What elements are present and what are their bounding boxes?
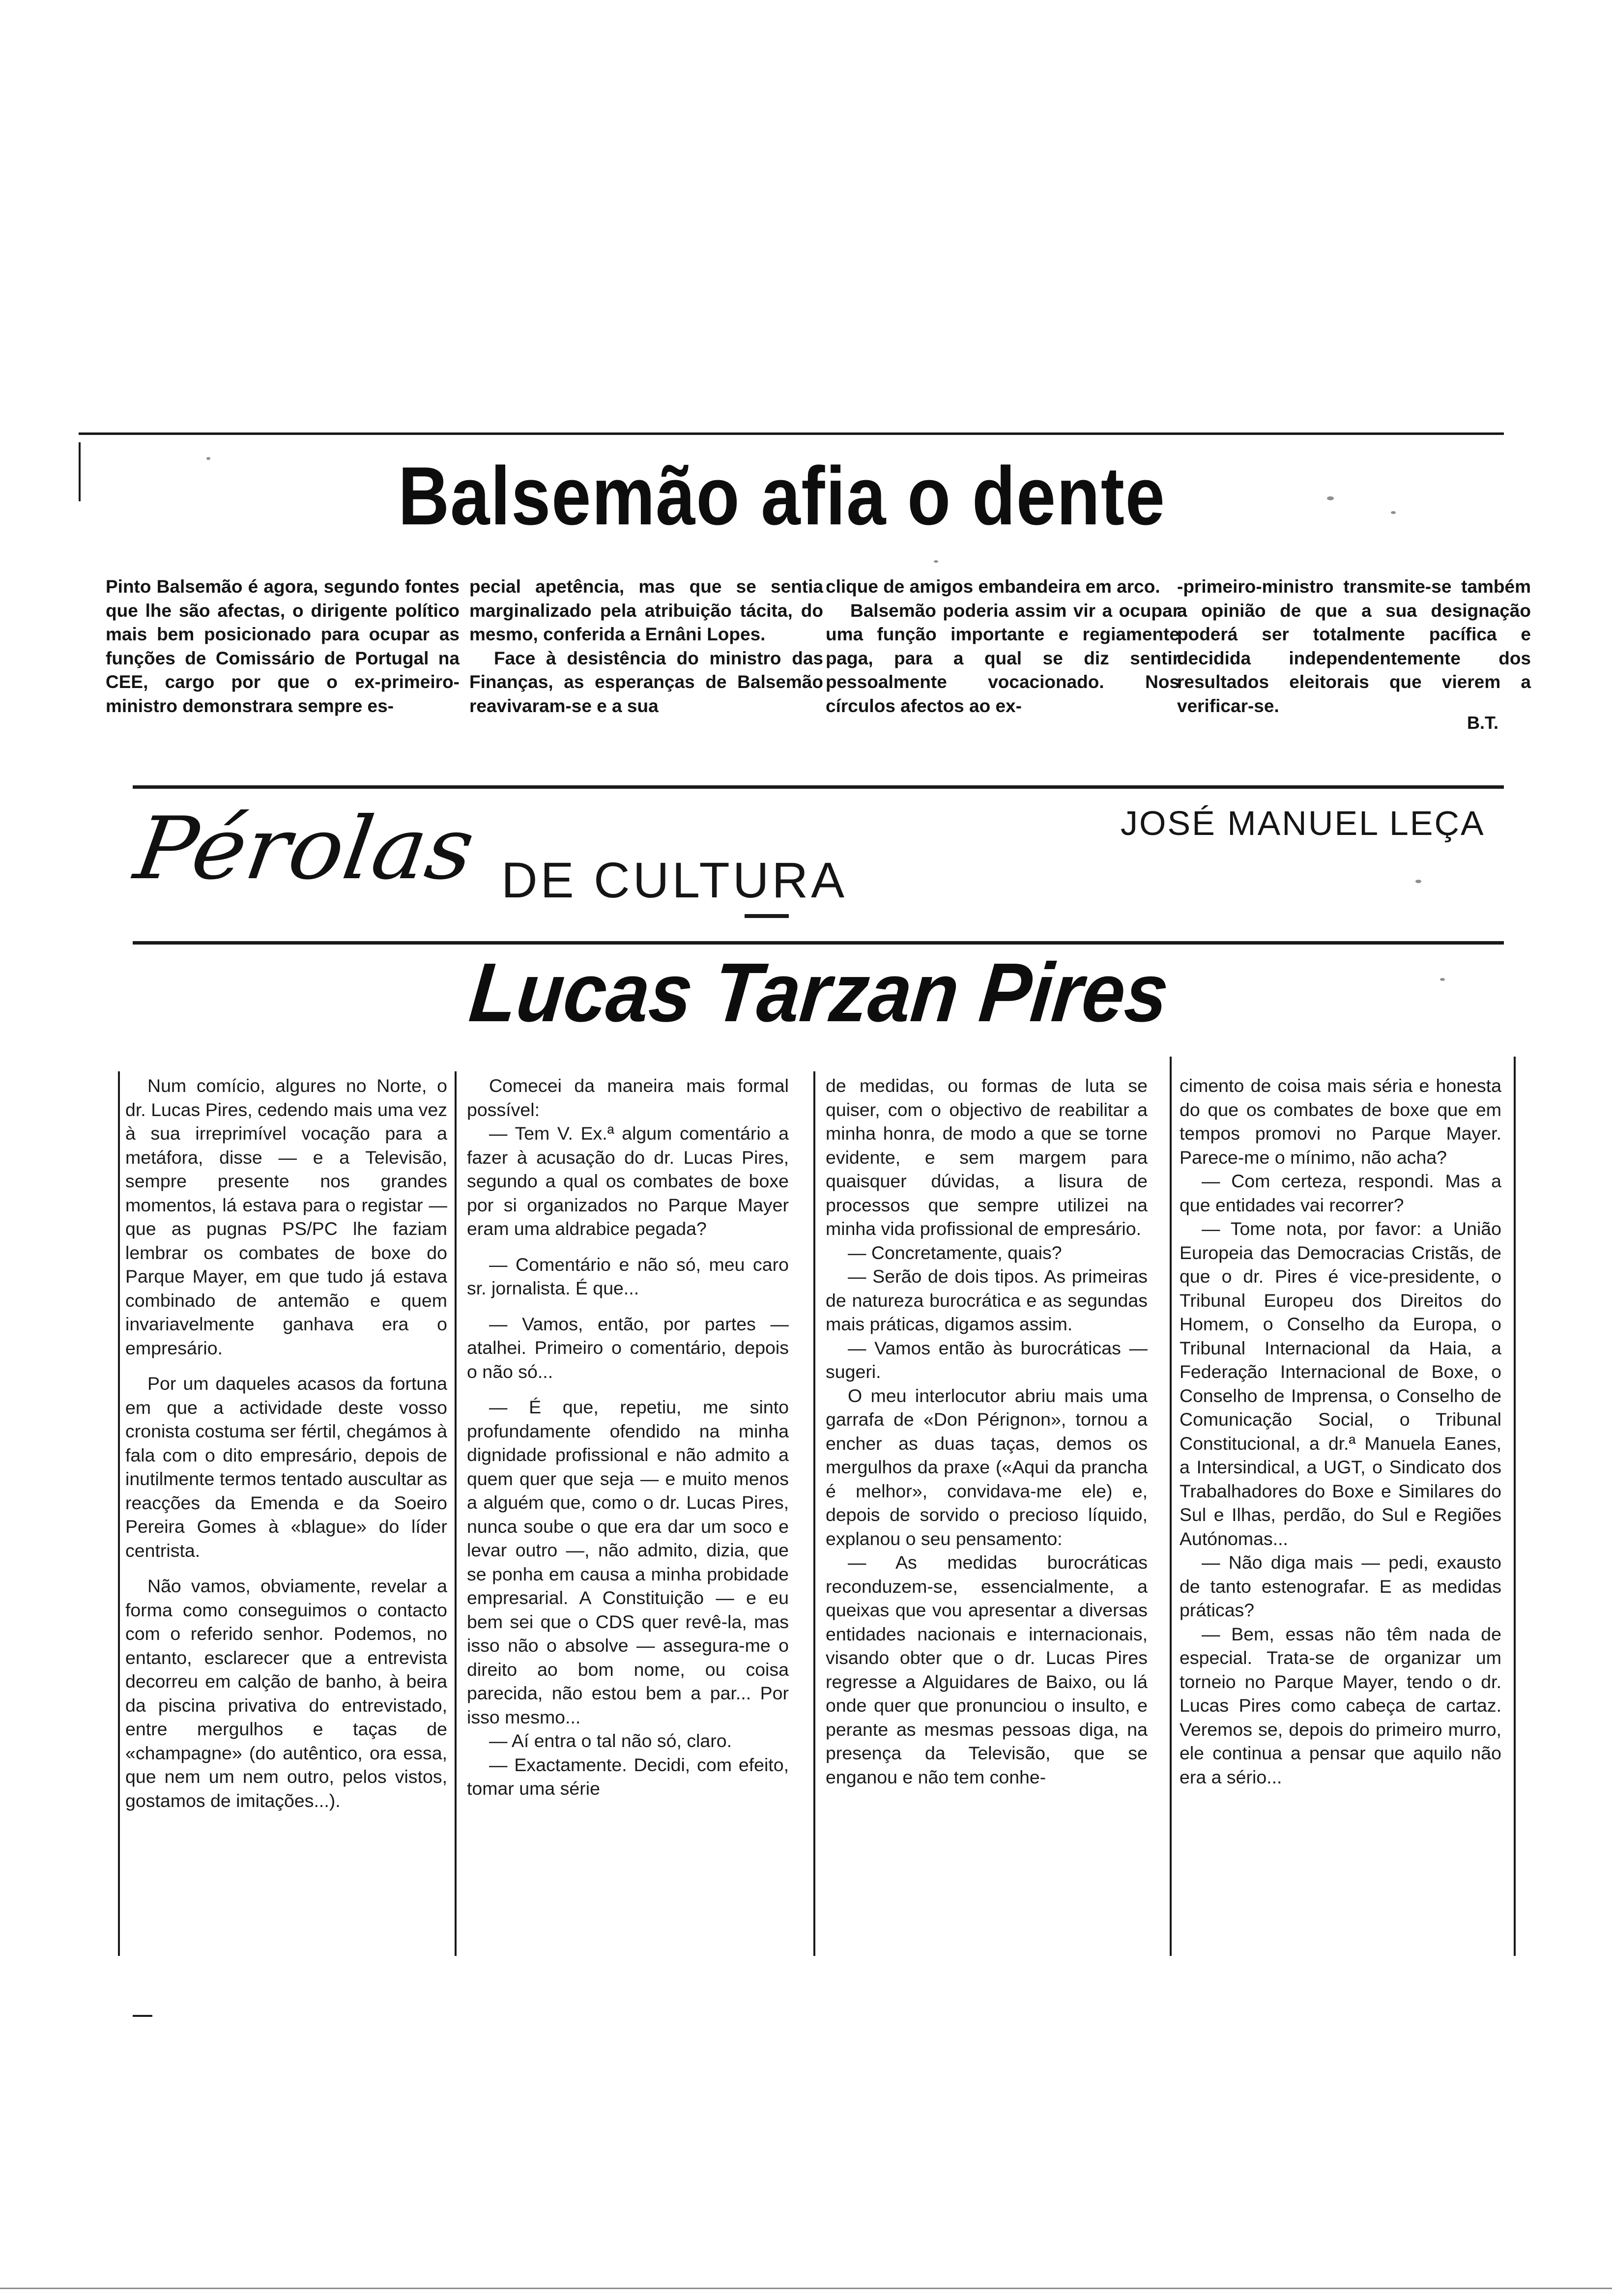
article1-paragraph: pecial apetência, mas que se sentia marginalizado pela atribuição tácita, do mesmo, conferida a Ernâni Lopes. [469,576,823,644]
article2-paragraph: — Tome nota, por favor: a União Europeia das Democracias Cristãs, de que o dr. Pires é vice-presidente, o Tribunal Europeu dos Direitos do Homem, o Conselho da Europa, o Tribunal Internacional da Haia, a Federação Internacional de Boxe, o Conselho de Imprensa, o Conselho de Comunicação Social, o Tribunal Constitucional, a dr.ª Manuela Eanes, a Intersindical, a UGT, o Sindicato dos Trabalhadores do Boxe e Similares do Sul e Ilhas, perdão, do Sul e Regiões Autónomas... [1180,1218,1501,1549]
article1-signature: B.T. [1467,713,1499,733]
article2-paragraph: — Com certeza, respondi. Mas a que entidades vai recorrer? [1180,1171,1501,1215]
scan-edge-line [0,2288,1612,2289]
section-divider-top [133,785,1504,789]
article2-paragraph: Num comício, algures no Norte, o dr. Lucas Pires, cedendo mais uma vez à sua irreprimível vocação para a metáfora, disse — e a Televisão, sempre presente nos grandes momentos, lá estava para o registar — que as pugnas PS/PC lhe faziam lembrar os combates de boxe do Parque Mayer, em que tudo já estava combinado de antemão e quem invariavelmente ganhava era o empresário. [125,1075,447,1358]
scan-speck [206,457,210,460]
article1-column-2 [469,575,823,718]
article2-paragraph: O meu interlocutor abriu mais uma garrafa de «Don Pérignon», tornou a encher as duas taças, demos os mergulhos da praxe («Aqui da prancha é melhor», convidava-me ele) e, depois de sorvido o precioso líquido, explanou o seu pensamento: [826,1385,1148,1549]
footer-dash [133,2015,152,2017]
article2-column-3 [826,1074,1148,1789]
article2-paragraph: — Vamos então às burocráticas — sugeri. [826,1337,1148,1382]
decorative-stroke [745,914,789,918]
series-title-suffix: DE CULTURA [501,852,848,908]
article1-column-4 [1177,575,1531,718]
article2-paragraph: — Comentário e não só, meu caro sr. jornalista. É que... [467,1254,789,1298]
article2-paragraph: de medidas, ou formas de luta se quiser, com o objectivo de reabilitar a minha honra, de modo a que se torne evidente, e sem margem para quaisquer dúvidas, a lisura de processos que sempre utilizei na minha vida profissional de empresário. [826,1075,1148,1239]
author-byline: JOSÉ MANUEL LEÇA [1121,804,1485,842]
scan-speck [1440,978,1445,981]
series-title-script: Pérolas [129,799,481,899]
article1-paragraph: -primeiro-ministro transmite-se também a opinião de que a sua designação poderá ser totalmente pacífica e decidida independentemente dos resultados eleitorais que vierem a verificar-se. [1177,576,1531,716]
article1-paragraph: Balsemão poderia assim vir a ocupar uma função importante e regiamente paga, para a qual se diz sentir pessoalmente vocacionado. Nos círculos afectos ao ex- [826,600,1180,716]
column-rule-left [118,1071,120,1956]
article1-paragraph: Face à desistência do ministro das Finanças, as esperanças de Balsemão reavivaram-se e a sua [469,648,823,716]
article2-paragraph: — As medidas burocráticas reconduzem-se, essencialmente, a queixas que vou apresentar a diversas entidades nacionais e internacionais, visando obter que o dr. Lucas Pires regresse a Alguidares de Baixo, ou lá onde quer que pronunciou o insulto, e perante as mesmas pessoas diga, na presença da Televisão, que se enganou e não tem conhe- [826,1552,1148,1787]
article2-paragraph: — Bem, essas não têm nada de especial. Trata-se de organizar um torneio no Parque Mayer, tendo o dr. Lucas Pires como cabeça de cartaz. Veremos se, depois do primeiro murro, ele continua a pensar que aquilo não era a sério... [1180,1623,1501,1787]
article1-paragraph: clique de amigos embandeira em arco. [826,576,1160,597]
article2-paragraph: — Tem V. Ex.ª algum comentário a fazer à acusação do dr. Lucas Pires, segundo a qual os combates de boxe por si organizados no Parque Mayer eram uma aldrabice pegada? [467,1123,789,1239]
scan-speck [1327,496,1334,500]
article1-top-rule [79,432,1504,435]
article2-paragraph: — Vamos, então, por partes — atalhei. Primeiro o comentário, depois o não só... [467,1313,789,1382]
article1-column-3 [826,575,1180,718]
section-divider-bottom [133,941,1504,945]
article2-paragraph: Comecei da maneira mais formal possível: [467,1075,789,1120]
scan-speck [934,560,938,563]
article2-paragraph: Não vamos, obviamente, revelar a forma como conseguimos o contacto com o referido senhor. Podemos, no entanto, esclarecer que a entrevista decorreu em calção de banho, à beira da piscina privativa do entrevistado, entre mergulhos e taças de «champagne» (do autêntico, ora essa, que nem um nem outro, pelos vistos, gostamos de imitações...). [125,1576,447,1811]
column-rule-2 [813,1071,815,1956]
scan-speck [1415,880,1421,883]
article2-paragraph: — Serão de dois tipos. As primeiras de natureza burocrática e as segundas mais práticas, digamos assim. [826,1266,1148,1334]
article1-headline: Balsemão afia o dente [398,450,1166,542]
column-rule-3 [1170,1057,1172,1956]
column-rule-right [1514,1057,1516,1956]
scan-speck [1391,511,1396,514]
article2-paragraph: — É que, repetiu, me sinto profundamente ofendido na minha dignidade profissional e não admito a quem quer que seja — e muito menos a alguém que, como o dr. Lucas Pires, nunca soube o que era dar um soco e levar outro —, não admito, dizia, que se ponha em causa a minha probidade empresarial. A Constituição — e eu bem sei que o CDS quer revê-la, mas isso não o absolve — assegura-me o direito ao bom nome, ou coisa parecida, não estou bem a par... Por isso mesmo... [467,1397,789,1727]
article2-column-1 [125,1074,447,1812]
article2-paragraph: — Não diga mais — pedi, exausto de tanto estenografar. E as medidas práticas? [1180,1552,1501,1620]
article2-column-2 [467,1074,789,1801]
article1-left-tick [79,442,81,501]
article2-paragraph: — Aí entra o tal não só, claro. [489,1730,732,1751]
article1-paragraph: Pinto Balsemão é agora, segundo fontes que lhe são afectas, o dirigente político mais bem posicionado para ocupar as funções de Comissário de Portugal na CEE, cargo por que o ex-primeiro-ministro demonstrara sempre es- [106,576,460,716]
article2-paragraph: Por um daqueles acasos da fortuna em que a actividade deste vosso cronista costuma ser fértil, chegámos à fala com o dito empresário, depois de inutilmente termos tentado auscultar as reacções da Emenda e da Soeiro Pereira Gomes à «blague» do líder centrista. [125,1373,447,1561]
article2-paragraph: cimento de coisa mais séria e honesta do que os combates de boxe que em tempos promovi no Parque Mayer. Parece-me o mínimo, não acha? [1180,1075,1501,1168]
column-rule-1 [455,1071,457,1956]
article1-column-1 [106,575,460,718]
article2-paragraph: — Concretamente, quais? [848,1242,1062,1263]
article2-column-4 [1180,1074,1501,1789]
article2-headline: Lucas Tarzan Pires [465,946,1173,1039]
article2-paragraph: — Exactamente. Decidi, com efeito, tomar uma série [467,1754,789,1799]
